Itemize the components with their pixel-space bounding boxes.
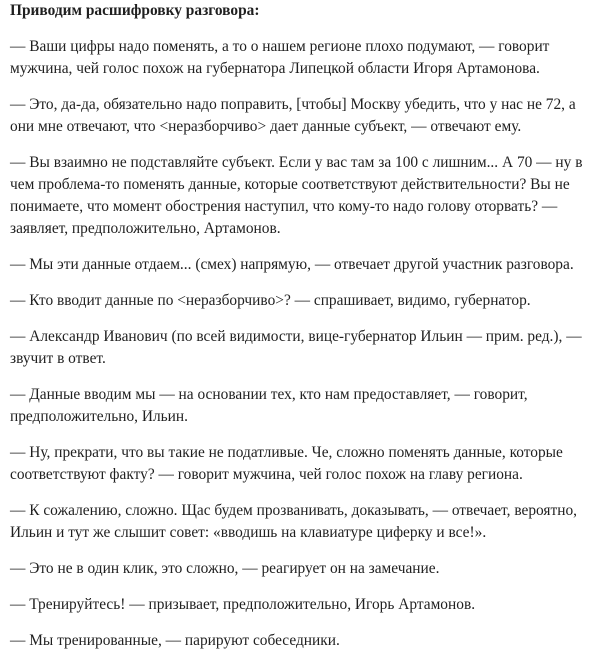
article-heading: Приводим расшифровку разговора: — [10, 2, 260, 19]
paragraph-9: — К сожалению, сложно. Щас будем прозванивать, доказывать, — отвечает, вероятно, Ильин и тут же слышит совет: «вводишь на клавиатуре циферку и все!». — [10, 502, 578, 541]
paragraph-11: — Тренируйтесь! — призывает, предположительно, Игорь Артамонов. — [10, 596, 476, 613]
paragraph-4: — Мы эти данные отдаем... (смех) напрямую, — отвечает другой участник разговора. — [10, 256, 574, 273]
paragraph-6: — Александр Иванович (по всей видимости, вице-губернатор Ильин — прим. ред.), — звучит в ответ. — [10, 328, 582, 367]
paragraph-10: — Это не в один клик, это сложно, — реагирует он на замечание. — [10, 560, 440, 577]
paragraph-12: — Мы тренированные, — парируют собеседники. — [10, 632, 340, 649]
paragraph-3: — Вы взаимно не подставляйте субъект. Если у вас там за 100 с лишним... А 70 — ну в чем проблема-то поменять данные, которые соответствуют действительности? Вы не понимаете, что момент обострения наступил, что кому-то надо голову оторвать? — заявляет, предположительно, Артамонов. — [10, 154, 583, 237]
paragraph-5: — Кто вводит данные по <неразборчиво>? — спрашивает, видимо, губернатор. — [10, 292, 531, 309]
paragraph-1: — Ваши цифры надо поменять, а то о нашем регионе плохо подумают, — говорит мужчина, чей голос похож на губернатора Липецкой области Игоря Артамонова. — [10, 38, 550, 77]
paragraph-2: — Это, да-да, обязательно надо поправить, [чтобы] Москву убедить, что у нас не 72, а они мне отвечают, что <неразборчиво> дает данные субъект, — отвечают ему. — [10, 96, 576, 135]
paragraph-7: — Данные вводим мы — на основании тех, кто нам предоставляет, — говорит, предположительно, Ильин. — [10, 386, 528, 425]
paragraph-8: — Ну, прекрати, что вы такие не податливые. Че, сложно поменять данные, которые соответствуют факту? — говорит мужчина, чей голос похож на главу региона. — [10, 444, 563, 483]
